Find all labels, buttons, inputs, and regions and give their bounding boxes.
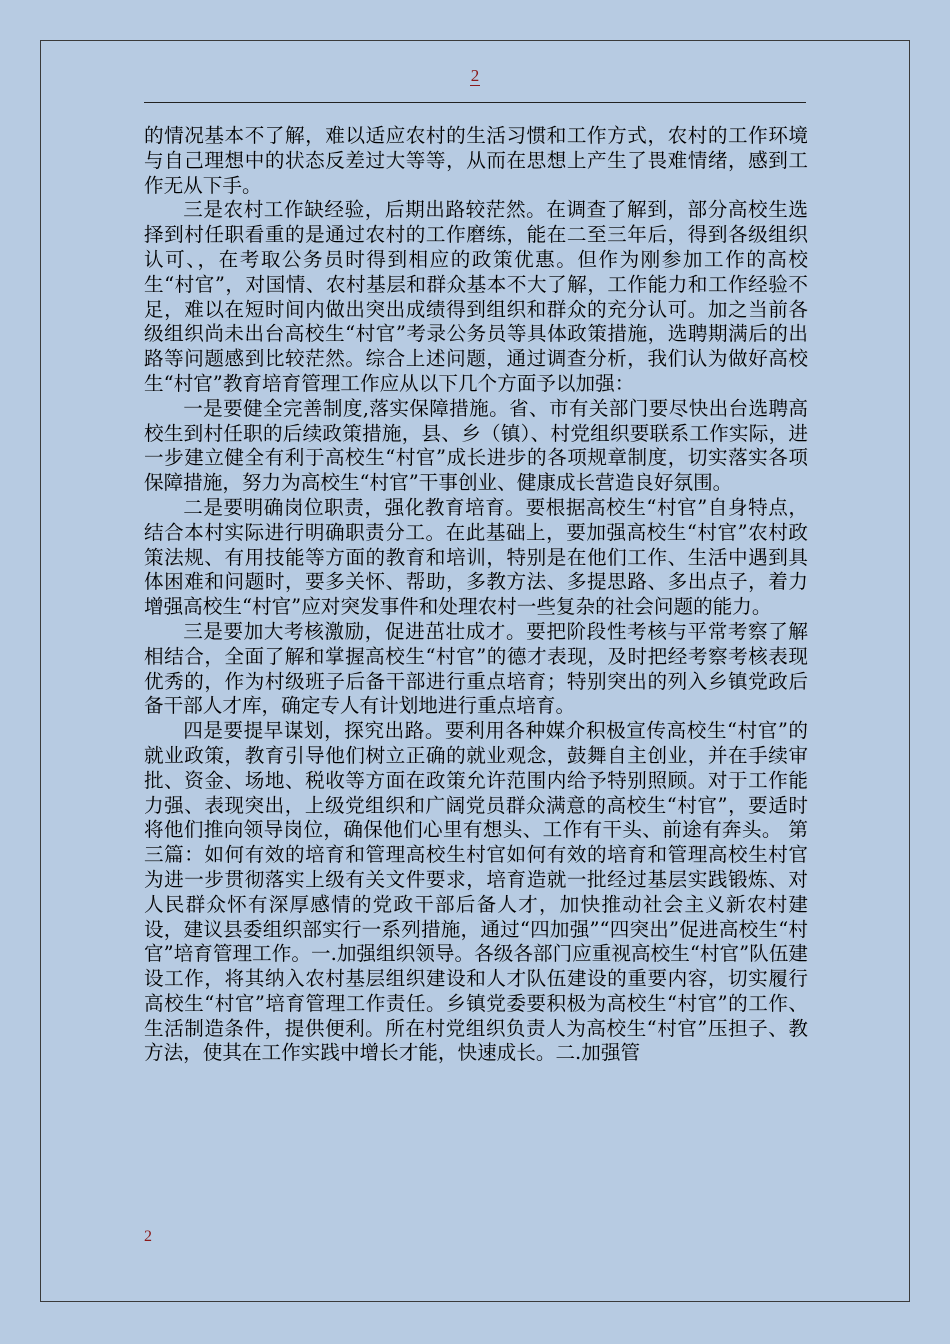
header-page-number — [0, 66, 950, 86]
paragraph: 三是要加大考核激励，促进茁壮成才。要把阶段性考核与平常考察了解相结合，全面了解和掌握高校生“村官”的德才表现，及时把经考察考核表现优秀的，作为村级班子后备干部进行重点培育；特别突出的列入乡镇党政后备干部人才库，确定专人有计划地进行重点培育。 — [144, 619, 808, 718]
paragraph: 三是农村工作缺经验，后期出路较茫然。在调查了解到，部分高校生选择到村任职看重的是通过农村的工作磨练，能在二至三年后，得到各级组织认可、，在考取公务员时得到相应的政策优惠。但作为刚参加工作的高校生“村官”，对国情、农村基层和群众基本不大了解，工作能力和工作经验不足，难以在短时间内做出突出成绩得到组织和群众的充分认可。加之当前各级组织尚未出台高校生“村官”考录公务员等具体政策措施，选聘期满后的出路等问题感到比较茫然。综合上述问题，通过调查分析，我们认为做好高校生“村官”教育培育管理工作应从以下几个方面予以加强： — [144, 198, 808, 395]
document-body — [144, 124, 808, 1066]
footer-page-number: 2 — [144, 1228, 152, 1245]
paragraph: 二是要明确岗位职责，强化教育培育。要根据高校生“村官”自身特点，结合本村实际进行明确职责分工。在此基础上，要加强高校生“村官”农村政策法规、有用技能等方面的教育和培训，特别是在他们工作、生活中遇到具体困难和问题时，要多关怀、帮助，多教方法、多提思路、多出点子，着力增强高校生“村官”应对突发事件和处理农村一些复杂的社会问题的能力。 — [144, 495, 808, 619]
paragraph: 一是要健全完善制度,落实保障措施。省、市有关部门要尽快出台选聘高校生到村任职的后续政策措施，县、乡（镇）、村党组织要联系工作实际，进一步建立健全有利于高校生“村官”成长进步的各项规章制度，切实落实各项保障措施，努力为高校生“村官”干事创业、健康成长营造良好氛围。 — [144, 396, 808, 495]
header-divider — [144, 102, 806, 103]
header-page-number-text: 2 — [470, 66, 480, 85]
paragraph: 的情况基本不了解，难以适应农村的生活习惯和工作方式，农村的工作环境与自己理想中的状态反差过大等等，从而在思想上产生了畏难情绪，感到工作无从下手。 — [144, 124, 808, 197]
paragraph: 四是要提早谋划，探究出路。要利用各种媒介积极宣传高校生“村官”的就业政策，教育引导他们树立正确的就业观念，鼓舞自主创业，并在手续审批、资金、场地、税收等方面在政策允许范围内给予特别照顾。对于工作能力强、表现突出，上级党组织和广阔党员群众满意的高校生“村官”，要适时将他们推向领导岗位，确保他们心里有想头、工作有干头、前途有奔头。 第三篇：如何有效的培育和管理高校生村官如何有效的培育和管理高校生村官为进一步贯彻落实上级有关文件要求，培育造就一批经过基层实践锻炼、对人民群众怀有深厚感情的党政干部后备人才，加快推动社会主义新农村建设，建议县委组织部实行一系列措施，通过“四加强”“四突出”促进高校生“村官”培育管理工作。一.加强组织领导。各级各部门应重视高校生“村官”队伍建设工作，将其纳入农村基层组织建设和人才队伍建设的重要内容，切实履行高校生“村官”培育管理工作责任。乡镇党委要积极为高校生“村官”的工作、生活制造条件，提供便利。所在村党组织负责人为高校生“村官”压担子、教方法，使其在工作实践中增长才能，快速成长。二.加强管 — [144, 719, 808, 1065]
